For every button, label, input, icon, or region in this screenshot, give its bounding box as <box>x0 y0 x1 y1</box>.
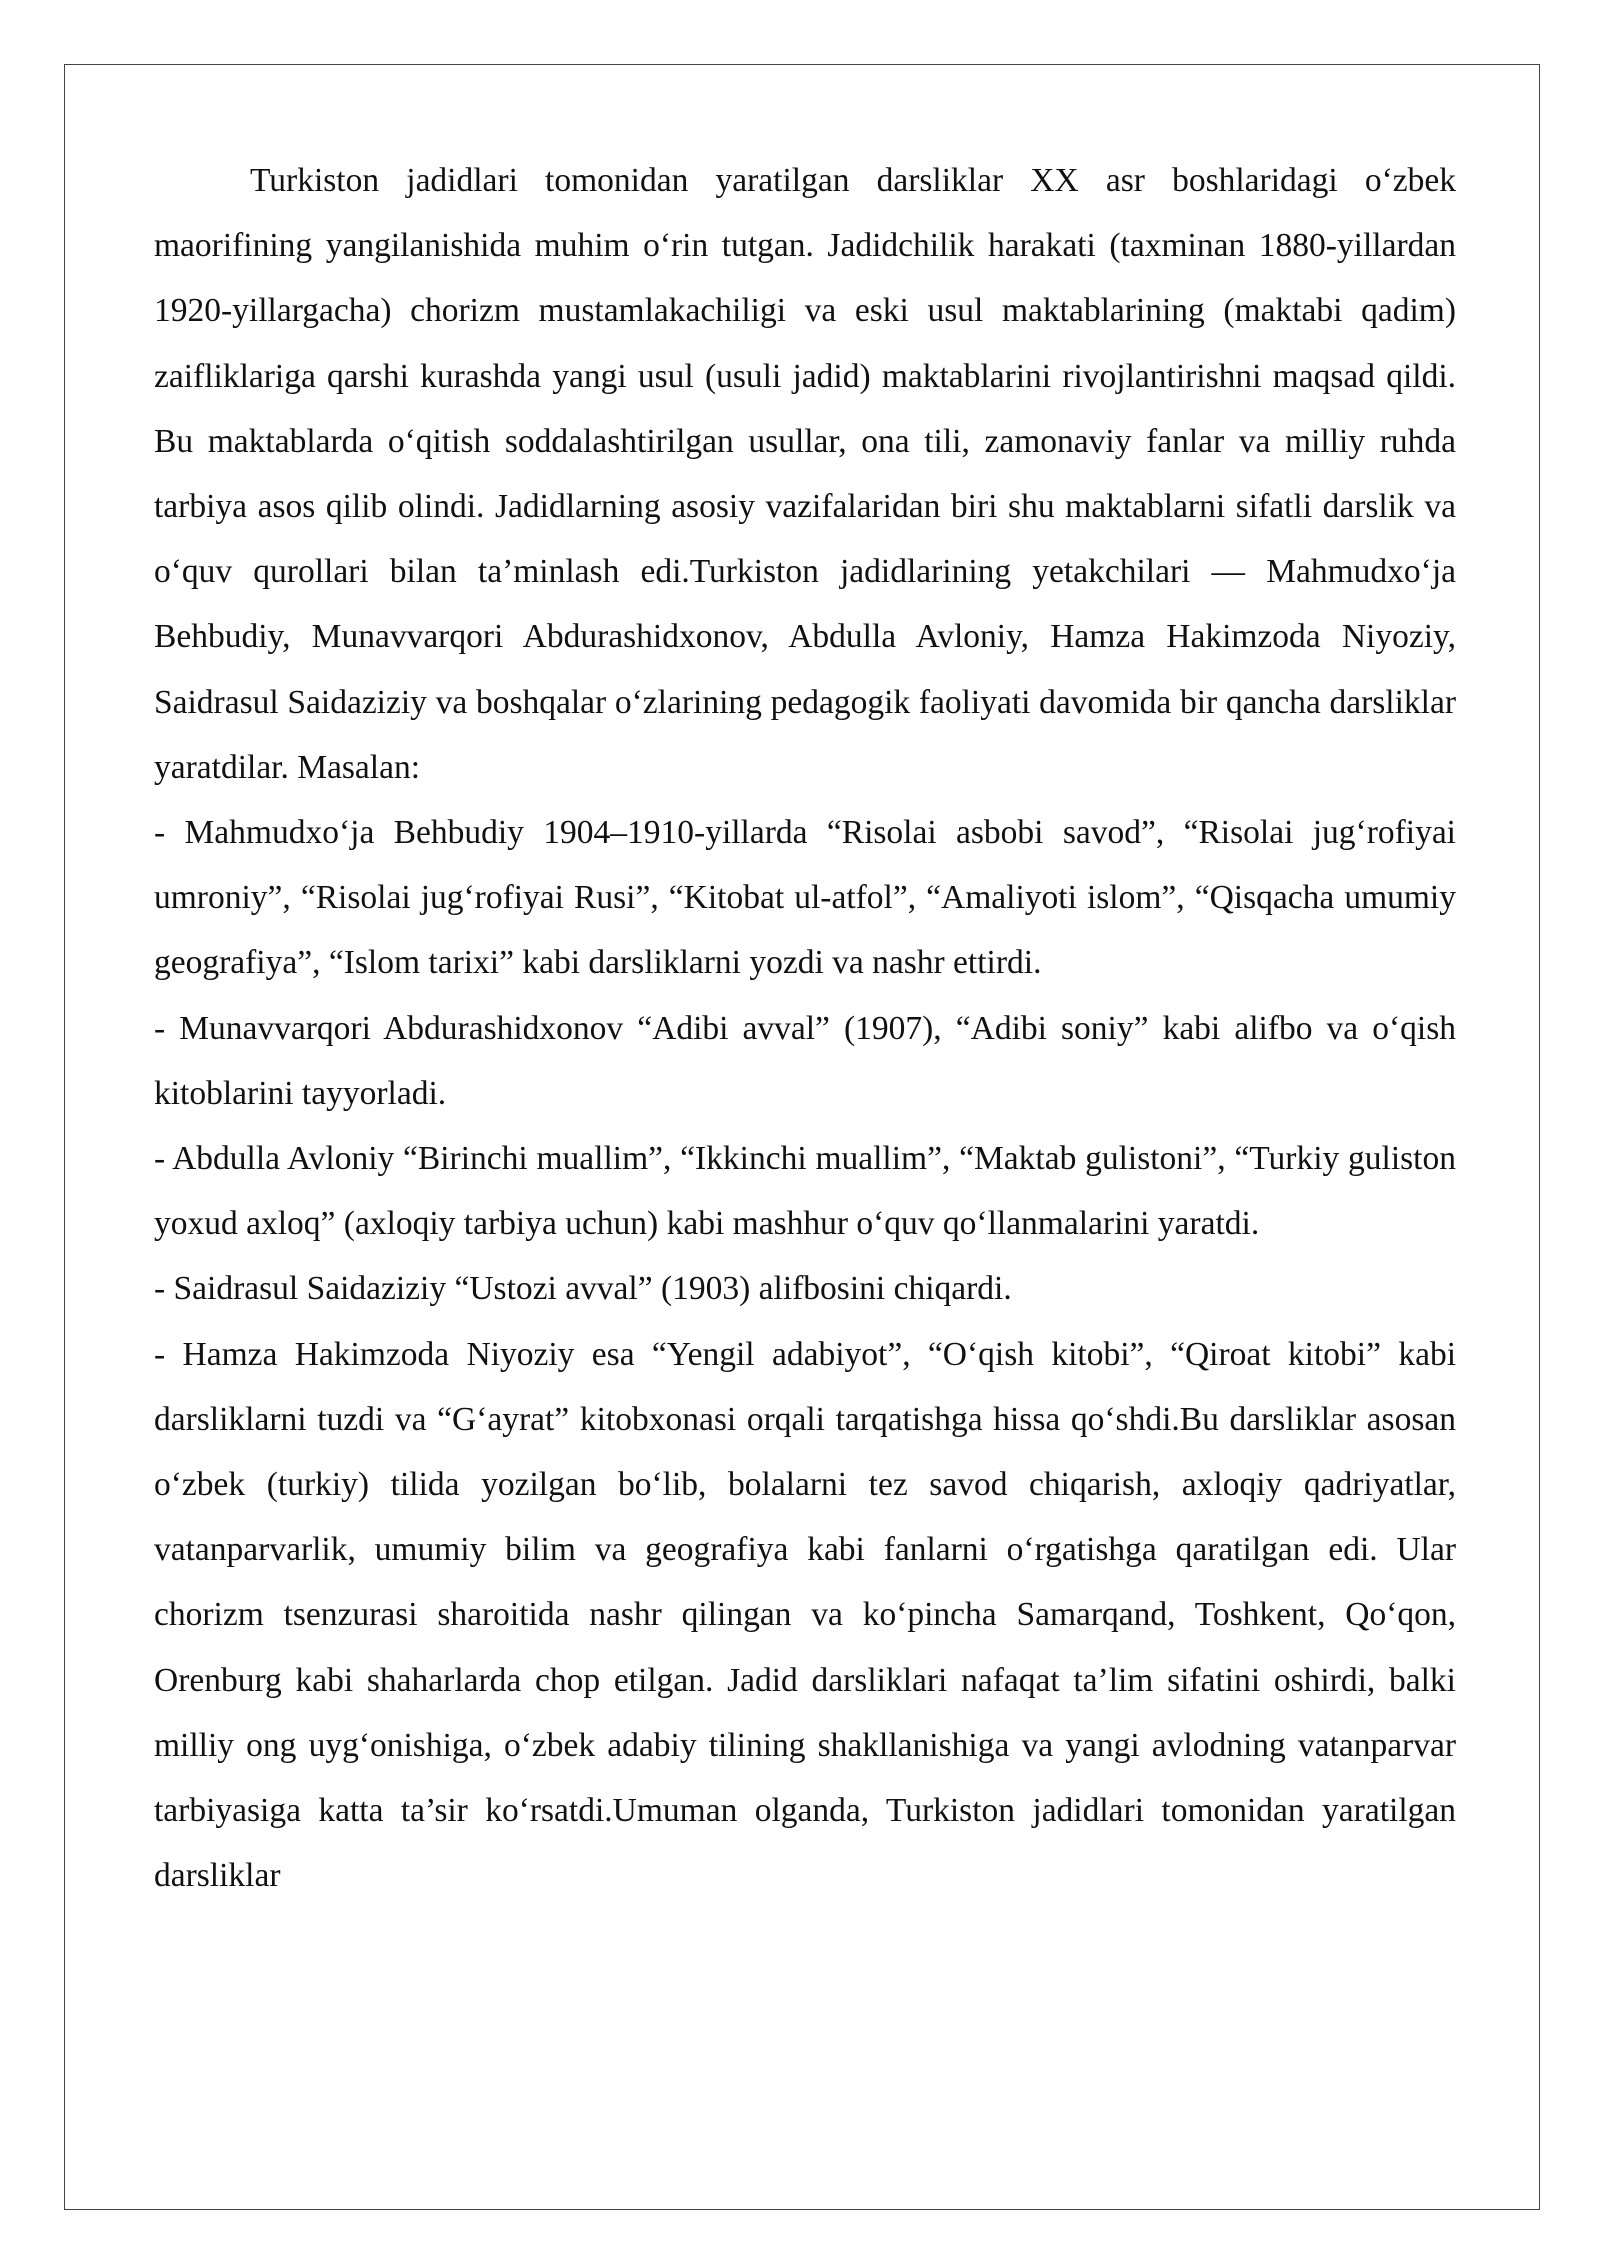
list-item-hamza: - Hamza Hakimzoda Niyoziy esa “Yengil adabiyot”, “O‘qish kitobi”, “Qiroat kitobi” kabi darsliklarni tuzdi va “G‘ayrat” kitobxonasi orqali tarqatishga hissa qo‘shdi.Bu darsliklar asosan o‘zbek (turkiy) tilida yozilgan bo‘lib, bolalarni tez savod chiqarish, axloqiy qadriyatlar, vatanparvarlik, umumiy bilim va geografiya kabi fanlarni o‘rgatishga qaratilgan edi. Ular chorizm tsenzurasi sharoitida nashr qilingan va ko‘pincha Samarqand, Toshkent, Qo‘qon, Orenburg kabi shaharlarda chop etilgan. Jadid darsliklari nafaqat ta’lim sifatini oshirdi, balki milliy ong uyg‘onishiga, o‘zbek adabiy tilining shakllanishiga va yangi avlodning vatanparvar tarbiyasiga katta ta’sir ko‘rsatdi.Umuman olganda, Turkiston jadidlari tomonidan yaratilgan darsliklar <box>154 1335 1456 1895</box>
paragraph-intro: Turkiston jadidlari tomonidan yaratilgan darsliklar XX asr boshlaridagi o‘zbek maorifining yangilanishida muhim o‘rin tutgan. Jadidchilik harakati (taxminan 1880-yillardan 1920-yillargacha) chorizm mustamlakachiligi va eski usul maktablarining (maktabi qadim) zaifliklariga qarshi kurashda yangi usul (usuli jadid) maktablarini rivojlantirishni maqsad qildi. Bu maktablarda o‘qitish soddalashtirilgan usullar, ona tili, zamonaviy fanlar va milliy ruhda tarbiya asos qilib olindi. Jadidlarning asosiy vazifalaridan biri shu maktablarni sifatli darslik va o‘quv qurollari bilan ta’minlash edi.Turkiston jadidlarining yetakchilari — Mahmudxo‘ja Behbudiy, Munavvarqori Abdurashidxonov, Abdulla Avloniy, Hamza Hakimzoda Niyoziy, Saidrasul Saidaziziy va boshqalar o‘zlarining pedagogik faoliyati davomida bir qancha darsliklar yaratdilar. Masalan: <box>154 162 1456 786</box>
list-item-avloniy: - Abdulla Avloniy “Birinchi muallim”, “Ikkinchi muallim”, “Maktab gulistoni”, “Turkiy guliston yoxud axloq” (axloqiy tarbiya uchun) kabi mashhur o‘quv qo‘llanmalarini yaratdi. <box>154 1140 1456 1243</box>
list-item-munavvarqori: - Munavvarqori Abdurashidxonov “Adibi avval” (1907), “Adibi soniy” kabi alifbo va o‘qish kitoblarini tayyorladi. <box>154 1009 1456 1112</box>
list-item-behbudiy: - Mahmudxo‘ja Behbudiy 1904–1910-yillarda “Risolai asbobi savod”, “Risolai jug‘rofiyai umroniy”, “Risolai jug‘rofiyai Rusi”, “Kitobat ul-atfol”, “Amaliyoti islom”, “Qisqacha umumiy geografiya”, “Islom tarixi” kabi darsliklarni yozdi va nashr ettirdi. <box>154 814 1456 982</box>
document-body <box>154 148 1456 1908</box>
list-item-saidaziziy: - Saidrasul Saidaziziy “Ustozi avval” (1903) alifbosini chiqardi. <box>154 1270 1012 1308</box>
